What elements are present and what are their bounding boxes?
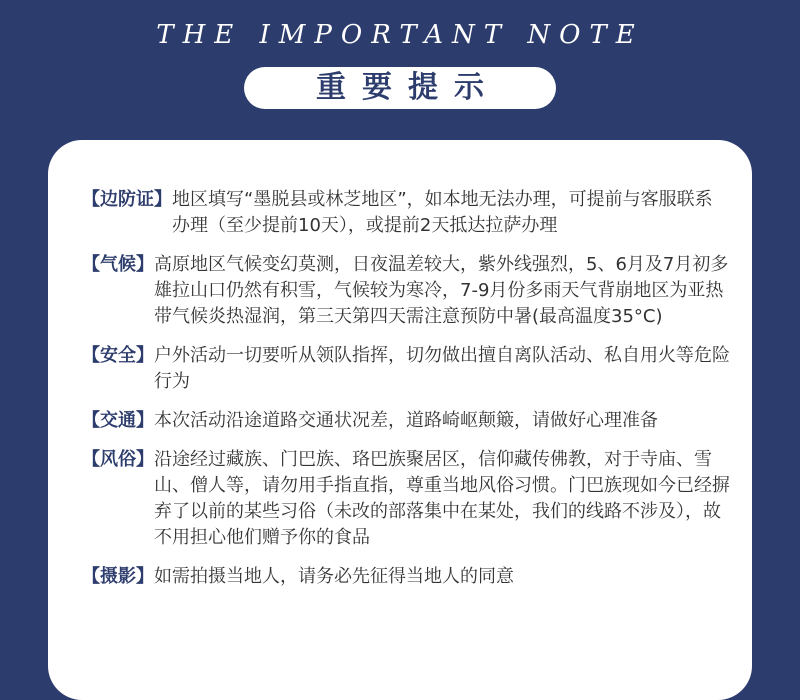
note-photography (82, 564, 730, 590)
note-label: 【边防证】 (82, 189, 172, 210)
note-label: 【交通】 (82, 410, 154, 431)
note-climate (82, 252, 730, 330)
note-text: 高原地区气候变幻莫测，日夜温差较大，紫外线强烈，5、6月及7月初多雄拉山口仍然有积雪，气候较为寒冷，7-9月份多雨天气背崩地区为亚热带气候炎热湿润，第三天第四天需注意预防中暑(最高温度35°C) (154, 254, 729, 327)
note-text: 如需拍摄当地人，请务必先征得当地人的同意 (154, 566, 514, 587)
note-transport (82, 408, 730, 434)
note-label: 【安全】 (82, 345, 154, 366)
section-title: 重要提示 (244, 67, 556, 109)
note-customs (82, 447, 730, 551)
notes-list (82, 187, 730, 603)
eyebrow-title: THE IMPORTANT NOTE (156, 20, 644, 50)
note-text: 沿途经过藏族、门巴族、珞巴族聚居区，信仰藏传佛教，对于寺庙、雪山、僧人等，请勿用手指直指，尊重当地风俗习惯。门巴族现如今已经摒弃了以前的某些习俗（未改的部落集中在某处，我们的线路不涉及），故不用担心他们赠予你的食品 (154, 449, 730, 548)
note-text: 地区填写“墨脱县或林芝地区”，如本地无法办理，可提前与客服联系办理（至少提前10天），或提前2天抵达拉萨办理 (172, 189, 713, 236)
note-label: 【风俗】 (82, 449, 154, 470)
note-label: 【气候】 (82, 254, 154, 275)
note-border-permit (82, 187, 730, 239)
note-text: 本次活动沿途道路交通状况差，道路崎岖颠簸，请做好心理准备 (154, 410, 658, 431)
note-safety (82, 343, 730, 395)
note-label: 【摄影】 (82, 566, 154, 587)
note-text: 户外活动一切要听从领队指挥，切勿做出擅自离队活动、私自用火等危险行为 (154, 345, 730, 392)
